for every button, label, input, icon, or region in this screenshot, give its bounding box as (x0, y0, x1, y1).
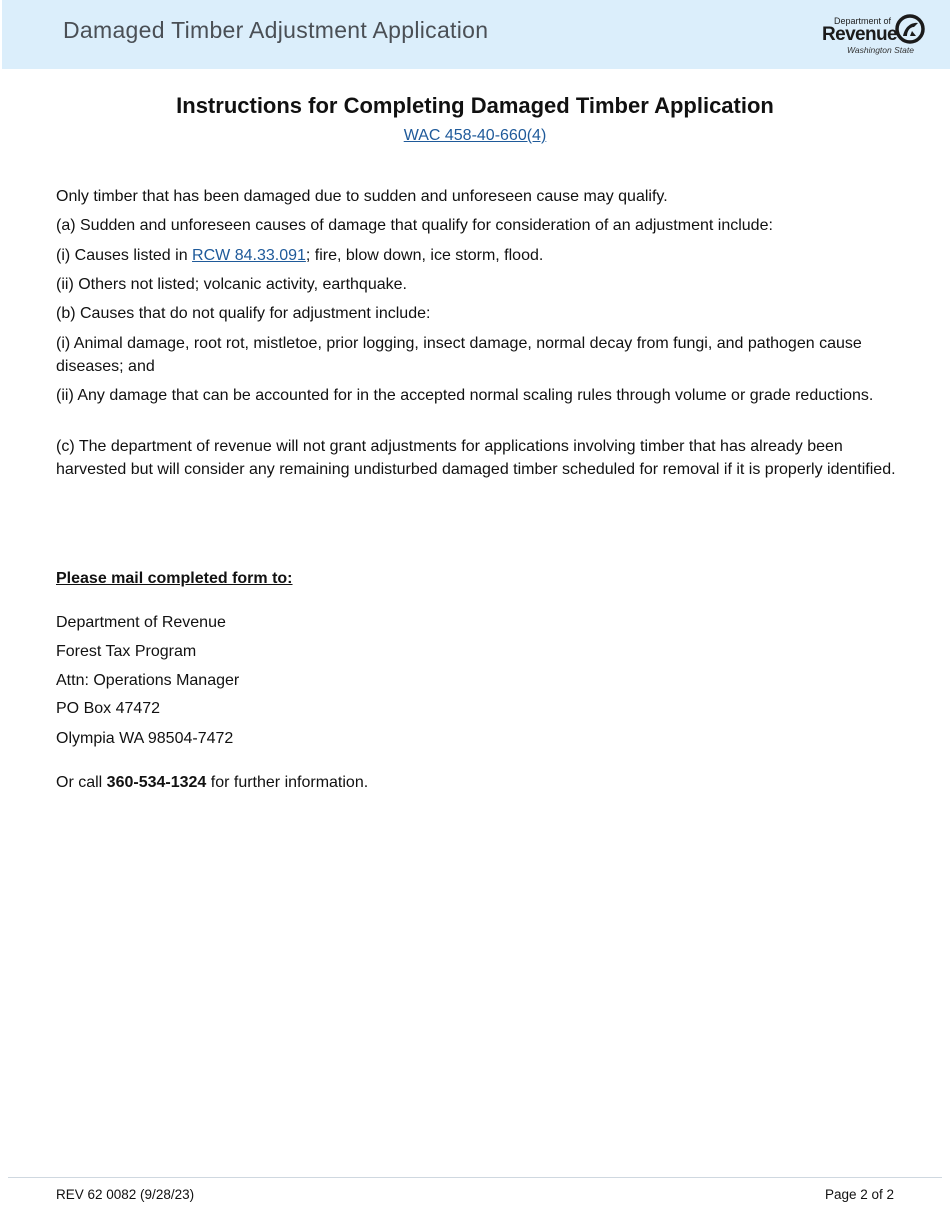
page-number: Page 2 of 2 (824, 1187, 894, 1202)
form-id: REV 62 0082 (9/28/23) (56, 1187, 195, 1202)
address-line: Forest Tax Program (56, 643, 197, 660)
others-not-listed-text: (ii) Others not listed; volcanic activity, earthquake. (56, 276, 407, 293)
logo-department-text: Department of (834, 16, 892, 26)
address-line: Department of Revenue (56, 614, 226, 631)
call-prefix: Or call (56, 774, 107, 791)
logo-revenue-text: Revenue (822, 24, 898, 45)
header-title: Damaged Timber Adjustment Application (63, 17, 489, 43)
harvested-timber-text: (c) The department of revenue will not grant adjustments for applications involving timber that has already been harvested but will consider any remaining undisturbed damaged timber scheduled for removal if it is properly identified. (56, 438, 896, 478)
instructions-c (56, 436, 902, 481)
address-line: Attn: Operations Manager (56, 672, 240, 689)
call-suffix: for further information. (206, 774, 369, 791)
intro-text: Only timber that has been damaged due to sudden and unforeseen cause may qualify. (56, 188, 668, 205)
causes-listed-prefix: (i) Causes listed in (56, 247, 193, 264)
animal-damage-text: (i) Animal damage, root rot, mistletoe, prior logging, insect damage, normal decay from fungi, and pathogen cause diseases; and (56, 335, 862, 375)
rcw-link[interactable]: RCW 84.33.091 (192, 247, 306, 264)
wac-link[interactable]: WAC 458-40-660(4) (403, 127, 547, 144)
page-title: Instructions for Completing Damaged Timber Application (176, 93, 774, 118)
non-qualifying-causes-text: (b) Causes that do not qualify for adjustment include: (56, 305, 431, 322)
instructions-b-i (56, 333, 902, 378)
causes-listed-suffix: ; fire, blow down, ice storm, flood. (305, 247, 544, 264)
address-line: Olympia WA 98504-7472 (56, 730, 234, 747)
logo-washington-text: Washington State (847, 45, 914, 55)
instructions-a-ii (56, 274, 902, 297)
call-info (56, 774, 368, 792)
dor-logo (820, 14, 930, 58)
instructions-intro (56, 186, 902, 209)
footer-divider (8, 1177, 942, 1178)
revenue-swirl-icon (894, 14, 926, 44)
address-line: PO Box 47472 (56, 700, 161, 717)
scaling-rules-text: (ii) Any damage that can be accounted for in the accepted normal scaling rules through volume or grade reductions. (56, 387, 874, 404)
qualify-causes-text: (a) Sudden and unforeseen causes of damage that qualify for consideration of an adjustment include: (56, 217, 773, 234)
phone-number: 360-534-1324 (106, 774, 207, 791)
instructions-a (56, 215, 902, 238)
wac-link-row (0, 127, 950, 145)
instructions-b (56, 303, 902, 326)
instructions-a-i (56, 245, 902, 268)
mail-heading: Please mail completed form to: (56, 570, 293, 587)
page-header (2, 0, 950, 69)
causes-listed-text (56, 245, 902, 268)
instructions-b-ii (56, 385, 902, 408)
